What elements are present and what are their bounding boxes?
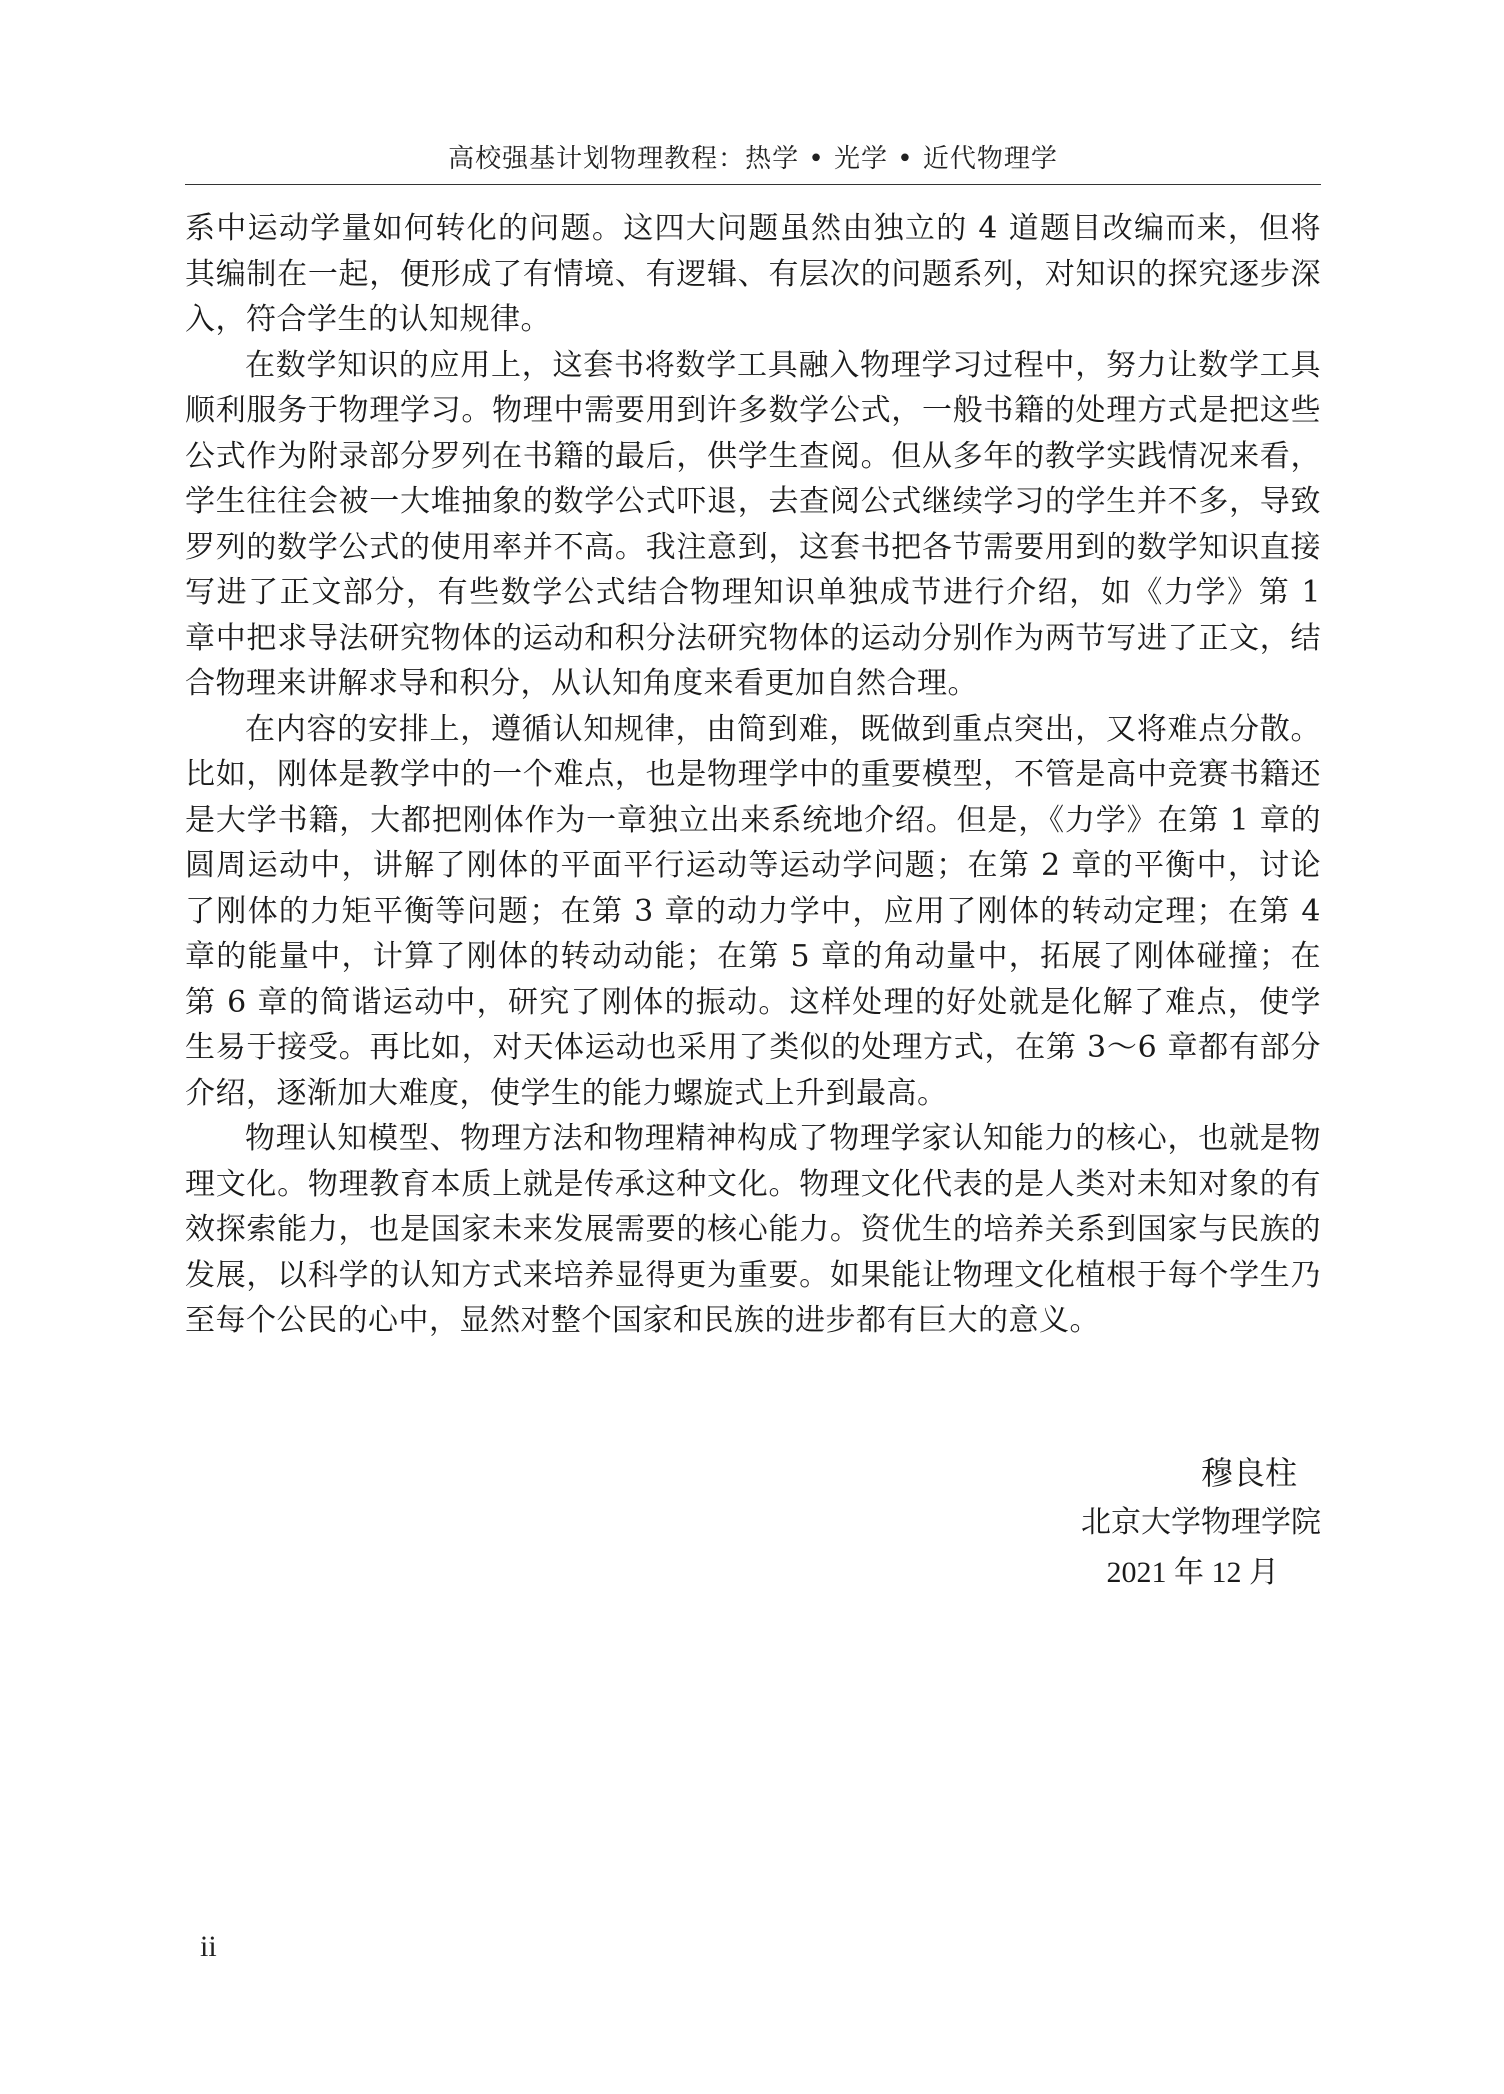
running-header: 高校强基计划物理教程：热学 • 光学 • 近代物理学: [448, 144, 1058, 174]
paragraph-content-arrangement: 在内容的安排上，遵循认知规律，由简到难，既做到重点突出，又将难点分散。比如，刚体是教学中的一个难点，也是物理学中的重要模型，不管是高中竞赛书籍还是大学书籍，大都把刚体作为一章独立出来系统地介绍。但是，《力学》在第 1 章的圆周运动中，讲解了刚体的平面平行运动等运动学问题；在第 2 章的平衡中，讨论了刚体的力矩平衡等问题；在第 3 章的动力学中，应用了刚体的转动定理；在第 4 章的能量中，计算了刚体的转动动能；在第 5 章的角动量中，拓展了刚体碰撞；在第 6 章的简谐运动中，研究了刚体的振动。这样处理的好处就是化解了难点，使学生易于接受。再比如，对天体运动也采用了类似的处理方式，在第 3～6 章都有部分介绍，逐渐加大难度，使学生的能力螺旋式上升到最高。: [185, 711, 1321, 1111]
signature-date: 2021 年 12 月: [1106, 1556, 1279, 1589]
body-text: [185, 206, 1321, 1344]
paragraph-continuation: 系中运动学量如何转化的问题。这四大问题虽然由独立的 4 道题目改编而来，但将其编制在一起，便形成了有情境、有逻辑、有层次的问题系列，对知识的探究逐步深入，符合学生的认知规律。: [185, 211, 1321, 337]
page-number: ii: [200, 1930, 217, 1963]
paragraph-math-tools: 在数学知识的应用上，这套书将数学工具融入物理学习过程中，努力让数学工具顺利服务于物理学习。物理中需要用到许多数学公式，一般书籍的处理方式是把这些公式作为附录部分罗列在书籍的最后，供学生查阅。但从多年的教学实践情况来看，学生往往会被一大堆抽象的数学公式吓退，去查阅公式继续学习的学生并不多，导致罗列的数学公式的使用率并不高。我注意到，这套书把各节需要用到的数学知识直接写进了正文部分，有些数学公式结合物理知识单独成节进行介绍，如《力学》第 1 章中把求导法研究物体的运动和积分法研究物体的运动分别作为两节写进了正文，结合物理来讲解求导和积分，从认知角度来看更加自然合理。: [185, 347, 1321, 701]
paragraph-physics-culture: 物理认知模型、物理方法和物理精神构成了物理学家认知能力的核心，也就是物理文化。物理教育本质上就是传承这种文化。物理文化代表的是人类对未知对象的有效探索能力，也是国家未来发展需要的核心能力。资优生的培养关系到国家与民族的发展，以科学的认知方式来培养显得更为重要。如果能让物理文化植根于每个学生乃至每个公民的心中，显然对整个国家和民族的进步都有巨大的意义。: [185, 1121, 1321, 1338]
signature-block: [1081, 1448, 1321, 1598]
header-rule: [185, 184, 1321, 185]
signature-name: 穆良柱: [1200, 1454, 1297, 1492]
signature-affiliation: 北京大学物理学院: [1081, 1505, 1321, 1540]
